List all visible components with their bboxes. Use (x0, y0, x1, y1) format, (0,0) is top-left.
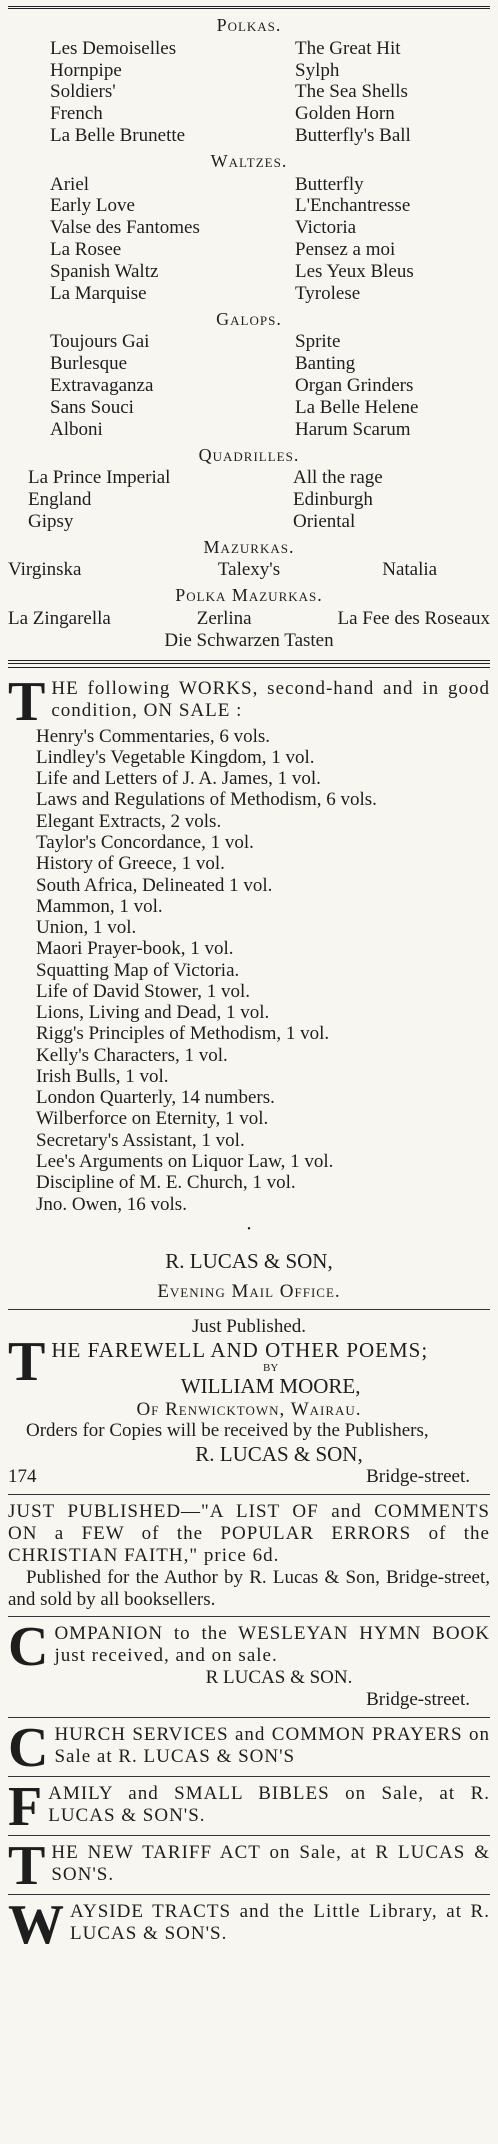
quadrille-item: All the rage (293, 467, 383, 489)
polka-item: Butterfly's Ball (295, 125, 411, 147)
quadrille-item: Oriental (293, 510, 356, 532)
list-item: Squatting Map of Victoria. (36, 959, 240, 981)
church-advert (8, 1716, 490, 1779)
divider (8, 1894, 490, 1895)
divider (8, 1616, 490, 1617)
galop-item: Alboni (50, 418, 103, 440)
companion-text: OMPANION to the WESLEYAN HYMN BOOK just received, and on sale. (54, 1623, 490, 1667)
waltz-item: Ariel (50, 173, 90, 195)
divider (8, 1835, 490, 1836)
mazurka-item: Natalia (382, 559, 438, 581)
galops-list (8, 331, 490, 440)
tariff-advert (8, 1834, 490, 1897)
list-item: History of Greece, 1 vol. (36, 853, 225, 875)
list-item: Laws and Regulations of Methodism, 6 vols. (36, 789, 377, 811)
galop-item: Sprite (295, 331, 341, 353)
mazurka-item: Virginska (8, 559, 82, 581)
polka-item: Golden Horn (295, 103, 395, 125)
errors-advert (8, 1501, 490, 1610)
galop-item: La Belle Helene (295, 396, 419, 418)
drop-cap: T (8, 1330, 46, 1393)
polka-mazurka-item: Zerlina (196, 608, 252, 629)
list-item: Taylor's Concordance, 1 vol. (36, 832, 254, 854)
list-item: Henry's Commentaries, 6 vols. (36, 725, 271, 747)
polka-item: Hornpipe (50, 59, 122, 81)
quadrille-item: Gipsy (28, 510, 74, 532)
orders-text: Orders for Copies will be received by the Publishers, (26, 1420, 429, 1442)
list-item: Elegant Extracts, 2 vols. (36, 810, 222, 832)
polka-item: La Belle Brunette (50, 125, 186, 147)
drop-cap: T (8, 1834, 46, 1897)
list-item: Life of David Stower, 1 vol. (36, 980, 251, 1002)
waltz-item: Les Yeux Bleus (295, 260, 414, 282)
polka-mazurkas-header: Polka Mazurkas. (175, 585, 323, 606)
polka-mazurka-item: La Fee des Roseaux (337, 608, 490, 629)
list-item: Discipline of M. E. Church, 1 vol. (36, 1172, 296, 1194)
street-address: Bridge-street. (366, 1466, 470, 1488)
works-list (36, 726, 490, 1215)
galop-item: Harum Scarum (295, 418, 411, 440)
list-item: Jno. Owen, 16 vols. (36, 1193, 187, 1215)
galops-header: Galops. (216, 308, 282, 329)
errors-text: JUST PUBLISHED—"A LIST OF and COMMENTS ON a FEW of the POPULAR ERRORS of the CHRISTIAN FAITH," price 6d. (8, 1501, 490, 1566)
quadrilles-list (8, 467, 490, 533)
by-label: BY (263, 1361, 279, 1374)
polka-item: The Sea Shells (295, 81, 408, 103)
polka-item: The Great Hit (295, 37, 401, 59)
galop-item: Banting (295, 353, 356, 375)
drop-cap: C (8, 1616, 49, 1679)
top-rule (8, 6, 490, 9)
companion-advert (8, 1616, 490, 1710)
polka-mazurka-item: Die Schwarzen Tasten (164, 629, 334, 651)
dot-ornament-icon: • (247, 1223, 251, 1235)
list-item: Irish Bulls, 1 vol. (36, 1065, 169, 1087)
list-item: Union, 1 vol. (36, 917, 137, 939)
waltz-item: Early Love (50, 195, 135, 217)
church-text: HURCH SERVICES and COMMON PRAYERS on Sale at R. LUCAS & SON'S (54, 1723, 490, 1767)
family-advert (8, 1775, 490, 1838)
mazurka-item: Talexy's (217, 559, 281, 581)
polka-item: Sylph (295, 59, 340, 81)
advert-number: 174 (8, 1466, 37, 1488)
errors-publisher: Published for the Author by R. Lucas & Son, Bridge-street, and sold by all booksellers. (8, 1566, 490, 1610)
polkas-list (8, 38, 490, 147)
waltz-item: La Rosee (50, 239, 122, 261)
quadrilles-header: Quadrilles. (198, 444, 300, 465)
newspaper-column (8, 6, 490, 1956)
waltzes-header: Waltzes. (210, 150, 288, 171)
list-item: Lions, Living and Dead, 1 vol. (36, 1002, 270, 1024)
galop-item: Toujours Gai (50, 331, 150, 353)
poems-title: HE FAREWELL AND OTHER POEMS; (51, 1337, 429, 1362)
mazurkas-list (8, 559, 490, 581)
list-item: Wilberforce on Eternity, 1 vol. (36, 1108, 269, 1130)
list-item: South Africa, Delineated 1 vol. (36, 874, 273, 896)
divider (8, 1309, 490, 1310)
tariff-text: HE NEW TARIFF ACT on Sale, at R LUCAS & SON'S. (51, 1841, 490, 1885)
list-item: Lindley's Vegetable Kingdom, 1 vol. (36, 746, 315, 768)
author-place: Of Renwicktown, Wairau. (136, 1398, 362, 1420)
drop-cap: F (8, 1775, 43, 1838)
farewell-advert (8, 1316, 490, 1488)
galop-item: Extravaganza (50, 375, 154, 397)
street-address: Bridge-street. (366, 1688, 470, 1710)
wayside-advert (8, 1893, 490, 1956)
waltz-item: L'Enchantresse (295, 195, 411, 217)
polka-item: Les Demoiselles (50, 37, 177, 59)
wayside-text: AYSIDE TRACTS and the Little Library, at R. LUCAS & SON'S. (70, 1900, 490, 1944)
works-advert (8, 670, 490, 1303)
seller-name: R. LUCAS & SON, (165, 1248, 333, 1273)
waltzes-list (8, 174, 490, 305)
divider (8, 1717, 490, 1718)
waltz-item: Victoria (295, 217, 357, 239)
waltz-item: Valse des Fantomes (50, 217, 200, 239)
seller-name: R LUCAS & SON. (205, 1667, 353, 1689)
just-published: Just Published. (191, 1315, 307, 1337)
list-item: Rigg's Principles of Methodism, 1 vol. (36, 1023, 330, 1045)
polka-mazurkas-list (8, 608, 490, 630)
galop-item: Organ Grinders (295, 375, 414, 397)
drop-cap: C (8, 1716, 49, 1779)
waltz-item: Pensez a moi (295, 239, 396, 261)
waltz-item: Spanish Waltz (50, 260, 159, 282)
list-item: Maori Prayer-book, 1 vol. (36, 938, 234, 960)
polka-mazurka-item: La Zingarella (8, 608, 111, 629)
polka-item: French (50, 103, 103, 125)
waltz-item: La Marquise (50, 282, 147, 304)
galop-item: Sans Souci (50, 396, 134, 418)
divider (8, 1776, 490, 1777)
waltz-item: Butterfly (295, 173, 364, 195)
seller-office: Evening Mail Office. (157, 1280, 341, 1302)
polka-item: Soldiers' (50, 81, 116, 103)
waltz-item: Tyrolese (295, 282, 361, 304)
list-item: Secretary's Assistant, 1 vol. (36, 1129, 245, 1151)
list-item: Kelly's Characters, 1 vol. (36, 1044, 228, 1066)
list-item: Life and Letters of J. A. James, 1 vol. (36, 768, 321, 790)
quadrille-item: Edinburgh (293, 489, 373, 511)
polkas-header: Polkas. (216, 15, 282, 35)
family-text: AMILY and SMALL BIBLES on Sale, at R. LUCAS & SON'S. (48, 1782, 490, 1826)
list-item: London Quarterly, 14 numbers. (36, 1087, 275, 1109)
section-divider (8, 660, 490, 668)
drop-cap: T (8, 670, 46, 733)
quadrille-item: La Prince Imperial (28, 467, 171, 489)
seller-name: R. LUCAS & SON, (195, 1442, 363, 1467)
quadrille-item: England (28, 489, 92, 511)
galop-item: Burlesque (50, 353, 128, 375)
works-intro: HE following WORKS, second-hand and in good condition, ON SALE : (51, 677, 490, 721)
mazurkas-header: Mazurkas. (203, 536, 295, 557)
drop-cap: W (8, 1893, 64, 1956)
farewell-footer (8, 1466, 490, 1488)
divider (8, 1494, 490, 1495)
list-item: Mammon, 1 vol. (36, 895, 163, 917)
author-name: WILLIAM MOORE, (180, 1374, 361, 1399)
list-item: Lee's Arguments on Liquor Law, 1 vol. (36, 1151, 334, 1172)
